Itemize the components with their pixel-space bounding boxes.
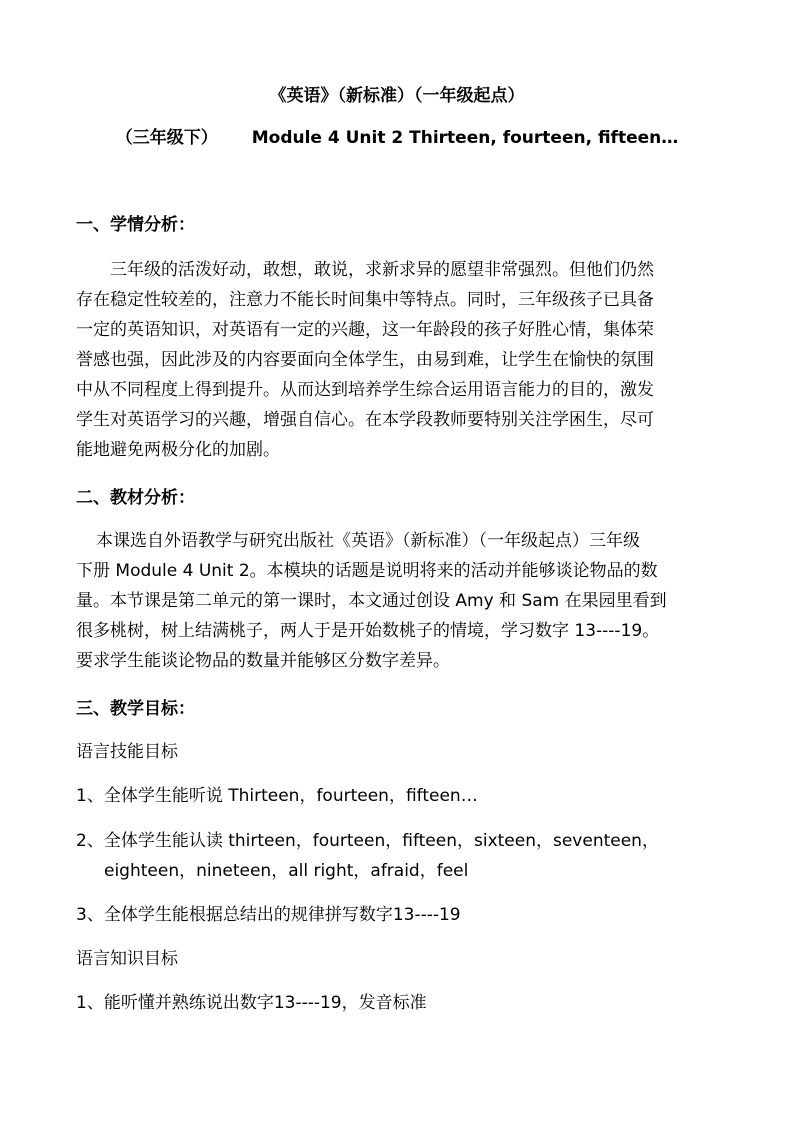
paragraph-line: 能地避免两极分化的加剧。 bbox=[76, 440, 280, 460]
document-title: 《英语》（新标准）（一年级起点） bbox=[269, 86, 525, 106]
paragraph-line: 誉感也强，因此涉及的内容要面向全体学生，由易到难，让学生在愉快的氛围 bbox=[76, 350, 654, 370]
section-heading-analysis: 一、学情分析： bbox=[76, 215, 195, 235]
skill-item-text: 2、全体学生能认读 thirteen，fourteen，fifteen，sixteen，seventeen， bbox=[76, 831, 659, 851]
section-heading-textbook: 二、教材分析： bbox=[76, 488, 195, 508]
knowledge-label: 语言知识目标 bbox=[76, 949, 178, 969]
textbook-paragraph bbox=[76, 526, 716, 676]
paragraph-line: 中从不同程度上得到提升。从而达到培养学生综合运用语言能力的目的，激发 bbox=[76, 380, 654, 400]
section-heading-objectives: 三、教学目标： bbox=[76, 699, 195, 719]
skill-item-continuation: eighteen，nineteen，all right，afraid，feel bbox=[104, 861, 469, 881]
paragraph-line: 要求学生能谈论物品的数量并能够区分数字差异。 bbox=[76, 651, 450, 671]
skill-item bbox=[76, 781, 478, 811]
skill-item-text: 3、全体学生能根据总结出的规律拼写数字13----19 bbox=[76, 905, 461, 925]
paragraph-line: 存在稳定性较差的，注意力不能长时间集中等特点。同时，三年级孩子已具备 bbox=[76, 290, 654, 310]
knowledge-item-text: 1、能听懂并熟练说出数字13----19，发音标准 bbox=[76, 993, 427, 1013]
subtitle-grade: （三年级下） bbox=[115, 128, 218, 148]
skill-item-text: 1、全体学生能听说 Thirteen，fourteen，fifteen… bbox=[76, 786, 478, 806]
skill-item bbox=[76, 900, 461, 930]
paragraph-line: 下册 Module 4 Unit 2。本模块的话题是说明将来的活动并能够谈论物品的数 bbox=[76, 561, 658, 581]
paragraph-line: 三年级的活泼好动，敢想，敢说，求新求异的愿望非常强烈。但他们仍然 bbox=[110, 260, 654, 280]
analysis-paragraph bbox=[76, 255, 716, 465]
skill-item bbox=[76, 826, 659, 886]
document-subtitle bbox=[0, 126, 794, 150]
paragraph-line: 一定的英语知识，对英语有一定的兴趣，这一年龄段的孩子好胜心情，集体荣 bbox=[76, 320, 654, 340]
paragraph-line: 学生对英语学习的兴趣，增强自信心。在本学段教师要特别关注学困生，尽可 bbox=[76, 410, 654, 430]
skills-label: 语言技能目标 bbox=[76, 742, 178, 762]
knowledge-item bbox=[76, 988, 427, 1018]
subtitle-module: Module 4 Unit 2 Thirteen, fourteen, fifteen… bbox=[251, 128, 679, 148]
paragraph-line: 量。本节课是第二单元的第一课时，本文通过创设 Amy 和 Sam 在果园里看到 bbox=[76, 591, 667, 611]
paragraph-line: 本课选自外语教学与研究出版社《英语》（新标准）（一年级起点）三年级 bbox=[96, 531, 640, 551]
paragraph-line: 很多桃树，树上结满桃子，两人于是开始数桃子的情境，学习数字 13----19。 bbox=[76, 621, 660, 641]
